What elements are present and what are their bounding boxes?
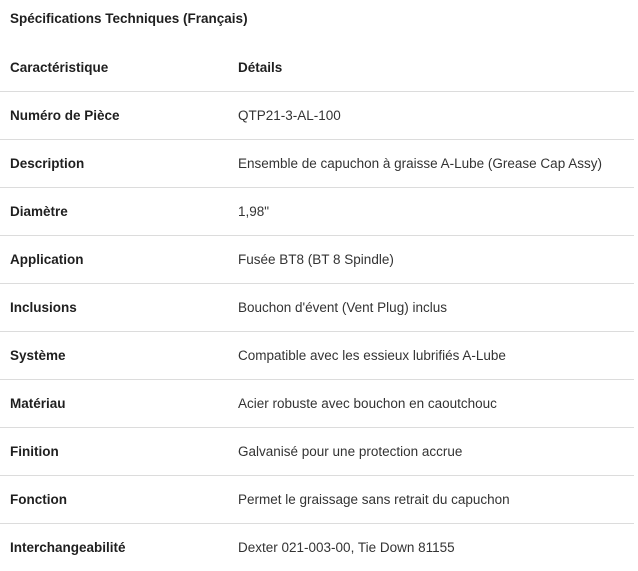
table-row [0,332,634,380]
row-key: Diamètre [0,188,228,236]
row-value: Permet le graissage sans retrait du capuchon [228,476,634,524]
row-value: Fusée BT8 (BT 8 Spindle) [228,236,634,284]
table-header-row [0,44,634,92]
row-key: Finition [0,428,228,476]
table-row [0,524,634,571]
table-row [0,476,634,524]
column-header-characteristic: Caractéristique [0,44,228,92]
spec-table [0,44,634,571]
table-row [0,284,634,332]
row-key: Inclusions [0,284,228,332]
row-key: Matériau [0,380,228,428]
table-row [0,92,634,140]
page-title: Spécifications Techniques (Français) [10,11,248,26]
row-value: Ensemble de capuchon à graisse A-Lube (Grease Cap Assy) [228,140,634,188]
row-value: Galvanisé pour une protection accrue [228,428,634,476]
column-header-details: Détails [228,44,634,92]
row-value: Bouchon d'évent (Vent Plug) inclus [228,284,634,332]
row-value: QTP21-3-AL-100 [228,92,634,140]
row-key: Description [0,140,228,188]
table-row [0,188,634,236]
table-row [0,380,634,428]
table-row [0,236,634,284]
row-key: Application [0,236,228,284]
row-key: Fonction [0,476,228,524]
table-row [0,140,634,188]
row-value: Dexter 021-003-00, Tie Down 81155 [228,524,634,571]
row-key: Interchangeabilité [0,524,228,571]
row-key: Numéro de Pièce [0,92,228,140]
row-value: Compatible avec les essieux lubrifiés A-Lube [228,332,634,380]
row-value: Acier robuste avec bouchon en caoutchouc [228,380,634,428]
row-key: Système [0,332,228,380]
row-value: 1,98" [228,188,634,236]
table-row [0,428,634,476]
